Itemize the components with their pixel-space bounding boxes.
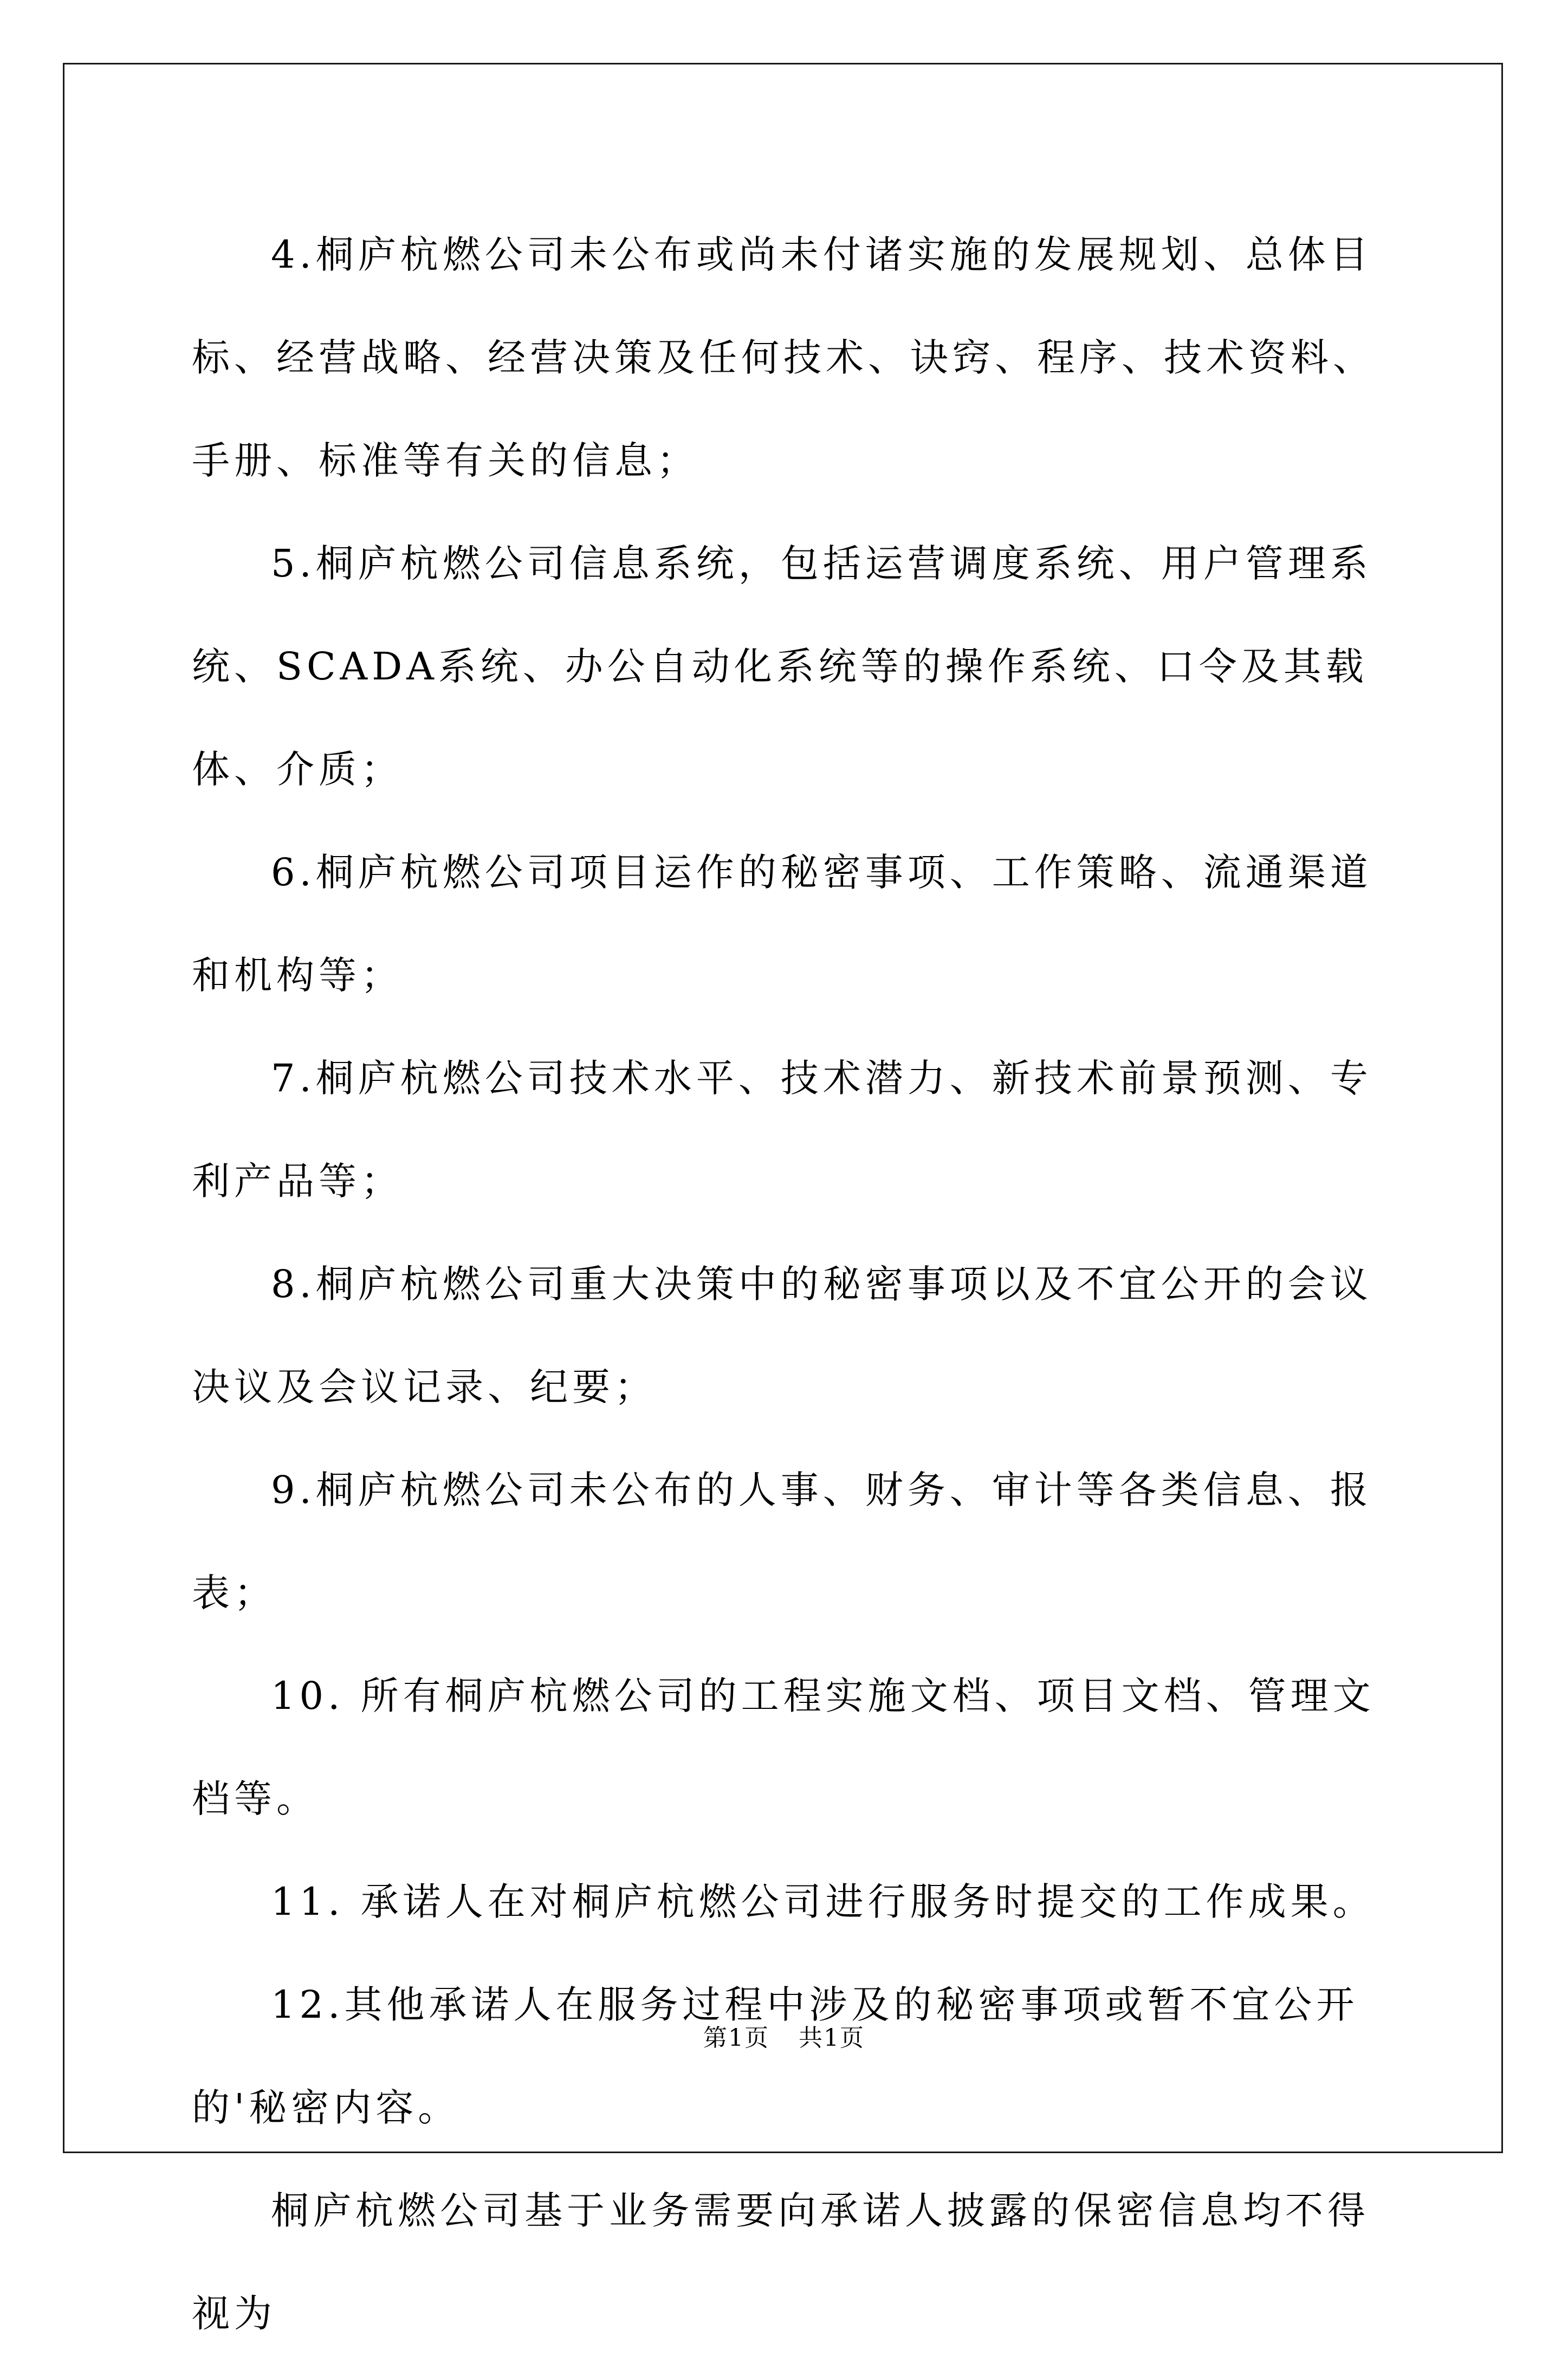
- paragraph-item-8: 8.桐庐杭燃公司重大决策中的秘密事项以及不宜公开的会议决议及会议记录、纪要；: [192, 1262, 1372, 1409]
- paragraph-item-4: 4.桐庐杭燃公司未公布或尚未付诸实施的发展规划、总体目标、经营战略、经营决策及任何技术、诀窍、程序、技术资料、手册、标准等有关的信息；: [192, 232, 1375, 483]
- page-number: 第1页: [703, 2024, 769, 2052]
- paragraph-item-7: 7.桐庐杭燃公司技术水平、技术潜力、新技术前景预测、专利产品等；: [192, 1056, 1372, 1203]
- page-total: 共1页: [799, 2024, 865, 2052]
- paragraph-item-12: 12.其他承诺人在服务过程中涉及的秘密事项或暂不宜公开的'秘密内容。: [192, 1982, 1359, 2130]
- paragraph-item-10: 10. 所有桐庐杭燃公司的工程实施文档、项目文档、管理文档等。: [192, 1674, 1375, 1821]
- paragraph-item-11: 11. 承诺人在对桐庐杭燃公司进行服务时提交的工作成果。: [271, 1880, 1375, 1924]
- page-footer: [0, 2018, 1568, 2053]
- paragraph-closing: 桐庐杭燃公司基于业务需要向承诺人披露的保密信息均不得视为: [192, 2188, 1370, 2336]
- paragraph-item-9: 9.桐庐杭燃公司未公布的人事、财务、审计等各类信息、报表；: [192, 1468, 1372, 1615]
- paragraph-item-5: 5.桐庐杭燃公司信息系统，包括运营调度系统、用户管理系统、SCADA系统、办公自动化系统等的操作系统、口令及其载体、介质；: [192, 541, 1372, 792]
- paragraph-item-6: 6.桐庐杭燃公司项目运作的秘密事项、工作策略、流通渠道和机构等；: [192, 850, 1372, 997]
